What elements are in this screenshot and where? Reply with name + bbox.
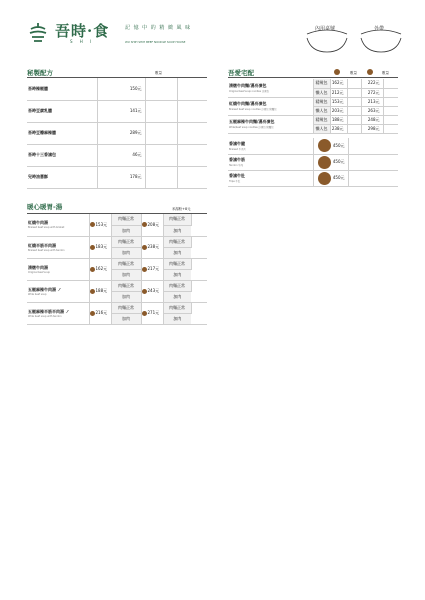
table-row	[228, 97, 398, 106]
sauce-name: 吾時豆腐乳醬	[27, 100, 97, 122]
qty-input[interactable]	[347, 124, 361, 133]
delivery-item-name: 清燉牛肉麵/湯冷凍包	[229, 82, 267, 88]
takeout-price: 298元	[361, 124, 383, 133]
price-badge-icon	[318, 139, 331, 152]
add-meat-label: 加肉	[111, 291, 141, 302]
qty-input[interactable]	[347, 97, 361, 106]
dine-in-price: 203元	[330, 106, 347, 115]
soup-item-subtitle: Wide beef soup with tendon	[28, 314, 62, 318]
soup-price-2-cell	[141, 280, 163, 302]
soup-price-2-cell	[141, 258, 163, 280]
sauce-note-cell	[177, 144, 207, 166]
soup-section-title: 暖心暖胃-湯	[27, 203, 63, 211]
soup-item	[27, 236, 89, 258]
soup-price: 271元	[147, 310, 160, 315]
soup-price-1-cell	[89, 258, 111, 280]
delivery-qty-header-1: 數量	[350, 71, 357, 75]
dine-in-price: 238元	[330, 124, 347, 133]
price-badge-icon	[142, 311, 147, 316]
delivery-item	[228, 115, 313, 133]
qty-input[interactable]	[348, 138, 398, 154]
soup-price: 243元	[147, 288, 160, 293]
qty-input[interactable]	[383, 106, 398, 115]
sauce-qty-input[interactable]	[145, 144, 177, 166]
normal-label: 肉麵正常	[163, 302, 191, 313]
takeout-price: 248元	[361, 115, 383, 124]
sauce-note-cell	[177, 78, 207, 100]
sauce-qty-header: 數量	[155, 71, 162, 75]
table-row	[228, 79, 398, 88]
normal-label: 肉麵正常	[163, 214, 191, 225]
table-row	[228, 115, 398, 124]
dine-in-label: 內用桌號	[315, 26, 336, 32]
sauce-qty-input[interactable]	[145, 122, 177, 144]
takeout-marker-icon	[367, 69, 373, 75]
dine-in-marker-icon	[334, 69, 340, 75]
normal-label: 肉麵正常	[163, 280, 191, 291]
price-badge-icon	[90, 267, 95, 272]
sauce-price: 178元	[97, 166, 145, 188]
table-row	[228, 154, 398, 170]
price-badge-icon	[142, 267, 147, 272]
sauce-price: 289元	[97, 122, 145, 144]
table-row	[27, 258, 207, 269]
braised-item	[228, 170, 313, 186]
soup-item-subtitle: Original beef soup	[28, 270, 50, 274]
table-row	[27, 166, 207, 188]
takeout-price: 272元	[361, 88, 383, 97]
table-row	[27, 302, 207, 313]
braised-price: 450元	[332, 175, 345, 180]
braised-item-name: 香滷牛肚	[229, 173, 245, 178]
delivery-item	[228, 79, 313, 97]
normal-label: 肉麵正常	[163, 236, 191, 247]
braised-item-name: 香滷牛腱	[229, 140, 245, 146]
takeout-price: 213元	[361, 97, 383, 106]
pack-label: 懶人包	[313, 106, 330, 115]
table-row	[27, 280, 207, 291]
table-row	[27, 122, 207, 144]
braised-price-cell	[313, 154, 348, 170]
price-badge-icon	[318, 156, 331, 169]
qty-input[interactable]	[347, 115, 361, 124]
braised-price: 450元	[332, 159, 345, 164]
brand-subtitle: S H I	[70, 39, 95, 44]
qty-input[interactable]	[383, 124, 398, 133]
qty-input[interactable]	[191, 302, 207, 324]
takeout-price: 222元	[361, 79, 383, 88]
qty-input[interactable]	[347, 106, 361, 115]
soup-note: 米湯粉+8元	[172, 207, 191, 211]
table-row	[27, 236, 207, 247]
price-badge-icon	[90, 289, 95, 294]
delivery-item-subtitle: Braised beef soup noodles 冷凍包 附麵包	[229, 108, 277, 111]
soup-price-1-cell	[89, 302, 111, 324]
pack-label: 精緻包	[313, 97, 330, 106]
delivery-table	[228, 79, 398, 134]
soup-price-1-cell	[89, 236, 111, 258]
price-badge-icon	[142, 289, 147, 294]
add-meat-label: 加肉	[111, 269, 141, 280]
delivery-header-rule	[228, 77, 398, 78]
qty-input[interactable]	[191, 214, 207, 236]
normal-label: 肉麵正常	[111, 214, 141, 225]
brand-logo-icon	[27, 22, 49, 44]
dine-in-price: 212元	[330, 88, 347, 97]
soup-table	[27, 214, 207, 325]
table-row	[27, 100, 207, 122]
sauce-price: 141元	[97, 100, 145, 122]
delivery-qty-header-2: 數量	[382, 71, 389, 75]
soup-price-2-cell	[141, 214, 163, 236]
sauce-name: 兒時油蔥酥	[27, 166, 97, 188]
sauce-note-cell	[177, 166, 207, 188]
sauce-name: 吾時豆瓣麻辣醬	[27, 122, 97, 144]
soup-item-name: 紅燒半筋半肉湯	[28, 242, 56, 248]
add-meat-label: 加肉	[163, 313, 191, 324]
delivery-item	[228, 97, 313, 115]
braised-item-name: 香滷牛筋	[229, 157, 245, 162]
table-row	[27, 214, 207, 225]
pack-label: 懶人包	[313, 88, 330, 97]
sauce-name: 吾時十三香滷包	[27, 144, 97, 166]
table-row	[228, 138, 398, 154]
soup-item	[27, 280, 89, 302]
qty-input[interactable]	[191, 258, 207, 280]
slogan: 記 憶 中 的 精 緻 風 味	[125, 25, 192, 31]
price-badge-icon	[142, 222, 147, 227]
soup-price: 238元	[147, 244, 160, 249]
brand-name: 吾時·食	[55, 22, 110, 40]
braised-item-subtitle: Braised 牛肉片	[229, 147, 246, 151]
qty-input[interactable]	[383, 115, 398, 124]
delivery-item-name: 五椒麻辣牛肉麵/湯冷凍包	[229, 119, 275, 124]
qty-input[interactable]	[191, 280, 207, 302]
sauce-note-cell	[177, 100, 207, 122]
qty-input[interactable]	[347, 79, 361, 88]
table-row	[228, 170, 398, 186]
sauce-note-cell	[177, 122, 207, 144]
soup-item-subtitle: Braised beef soup with tendon	[28, 248, 65, 252]
soup-item-name: 五椒麻辣半筋半肉湯 ノ	[28, 308, 70, 314]
sauce-name: 吾時辣椒醬	[27, 78, 97, 100]
sauce-price: 46元	[97, 144, 145, 166]
delivery-item-name: 紅燒牛肉麵/湯冷凍包	[229, 101, 267, 106]
braised-item	[228, 138, 313, 154]
soup-price: 162元	[95, 266, 108, 271]
soup-item-name: 清燉牛肉湯	[28, 264, 48, 270]
soup-price-2-cell	[141, 302, 163, 324]
braised-price: 450元	[332, 142, 345, 148]
soup-price: 188元	[95, 288, 108, 293]
table-row	[27, 144, 207, 166]
sauce-qty-input[interactable]	[145, 78, 177, 100]
braised-item	[228, 154, 313, 170]
pack-label: 精緻包	[313, 79, 330, 88]
qty-input[interactable]	[191, 236, 207, 258]
braised-table	[228, 138, 398, 187]
dine-in-price: 188元	[330, 115, 347, 124]
soup-price-2-cell	[141, 236, 163, 258]
add-meat-label: 加肉	[111, 225, 141, 236]
soup-price: 217元	[147, 266, 160, 271]
delivery-section-title: 吾愛宅配	[228, 69, 254, 77]
slogan-english: WU SHIH SHIH BEEF NOODLE SOUP HOUSE	[125, 40, 186, 44]
add-meat-label: 加肉	[111, 247, 141, 258]
soup-item-name: 五椒麻辣牛肉湯 ノ	[28, 286, 62, 292]
sauce-qty-input[interactable]	[145, 100, 177, 122]
sauce-qty-input[interactable]	[145, 166, 177, 188]
add-meat-label: 加肉	[163, 269, 191, 280]
price-badge-icon	[90, 245, 95, 250]
soup-item	[27, 214, 89, 236]
price-badge-icon	[90, 222, 95, 227]
soup-item-name: 紅燒牛肉湯	[28, 220, 48, 226]
qty-input[interactable]	[348, 154, 398, 170]
braised-price-cell	[313, 138, 348, 154]
takeout-price: 263元	[361, 106, 383, 115]
normal-label: 肉麵正常	[163, 258, 191, 269]
braised-item-subtitle: Tripe 牛肚	[229, 180, 241, 183]
pack-label: 懶人包	[313, 124, 330, 133]
add-meat-label: 加肉	[163, 247, 191, 258]
soup-price: 216元	[95, 310, 108, 315]
braised-price-cell	[313, 170, 348, 186]
normal-label: 肉麵正常	[111, 236, 141, 247]
braised-item-subtitle: Tendon 牛肉	[229, 164, 244, 167]
soup-price: 208元	[147, 221, 160, 227]
price-badge-icon	[90, 311, 95, 316]
soup-item	[27, 302, 89, 324]
soup-item-subtitle: Braised beef soup with brisket	[28, 226, 65, 230]
add-meat-label: 加肉	[163, 225, 191, 236]
dine-in-price: 153元	[330, 97, 347, 106]
soup-price-1-cell	[89, 280, 111, 302]
sauce-price: 150元	[97, 78, 145, 100]
soup-item-subtitle: Wide beef soup	[28, 292, 47, 296]
qty-input[interactable]	[348, 170, 398, 186]
add-meat-label: 加肉	[163, 291, 191, 302]
price-badge-icon	[142, 245, 147, 250]
normal-label: 肉麵正常	[111, 302, 141, 313]
dine-in-price: 162元	[330, 79, 347, 88]
normal-label: 肉麵正常	[111, 280, 141, 291]
soup-item	[27, 258, 89, 280]
sauce-section-title: 秘製配方	[27, 69, 53, 77]
normal-label: 肉麵正常	[111, 258, 141, 269]
sauce-table	[27, 78, 207, 189]
table-row	[27, 78, 207, 100]
qty-input[interactable]	[383, 79, 398, 88]
pack-label: 精緻包	[313, 115, 330, 124]
delivery-item-subtitle: Original beef soup noodles 冷凍包	[229, 89, 269, 93]
qty-input[interactable]	[347, 88, 361, 97]
add-meat-label: 加肉	[111, 313, 141, 324]
soup-price-1-cell	[89, 214, 111, 236]
soup-price: 183元	[95, 244, 108, 249]
delivery-item-subtitle: Wide/beef soup noodles 冷凍包 附麵包	[229, 126, 274, 129]
price-badge-icon	[318, 172, 331, 185]
takeout-label: 外帶	[374, 26, 385, 32]
soup-price: 153元	[95, 221, 108, 227]
qty-input[interactable]	[383, 97, 398, 106]
qty-input[interactable]	[383, 88, 398, 97]
